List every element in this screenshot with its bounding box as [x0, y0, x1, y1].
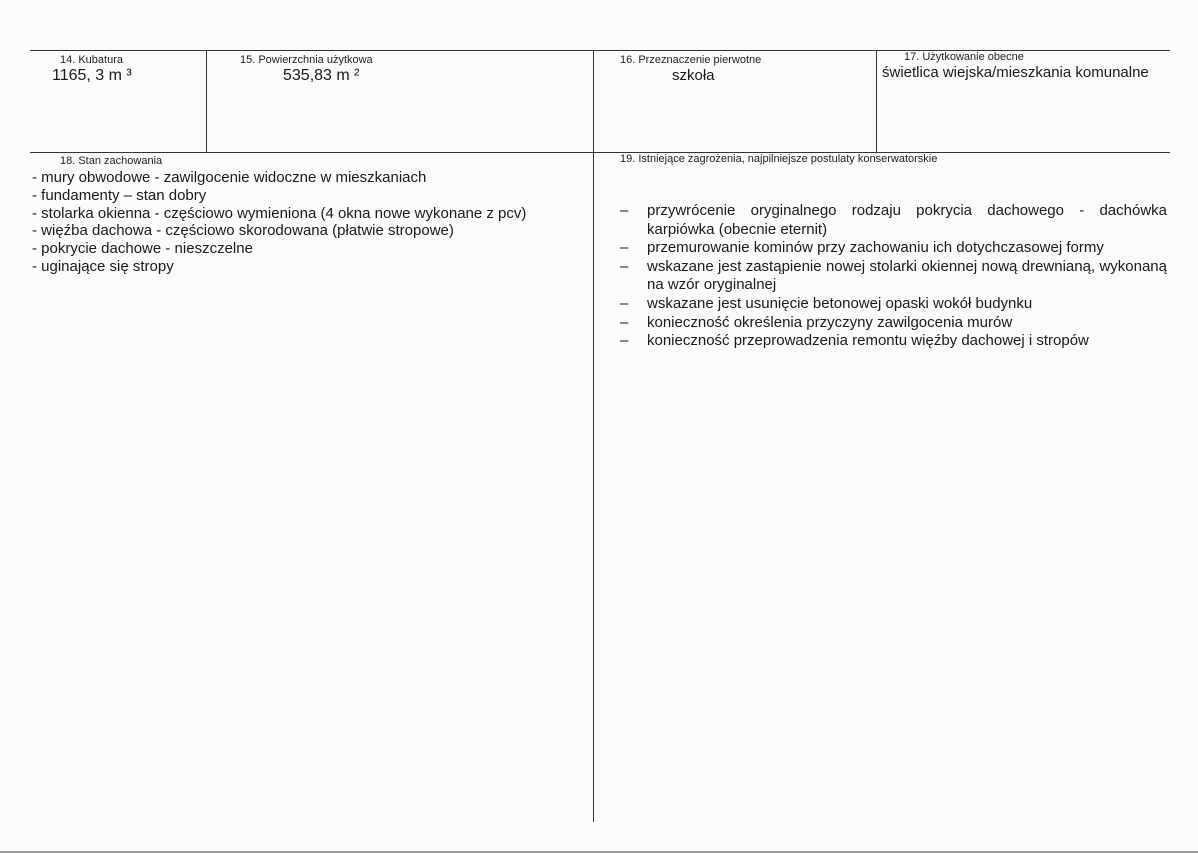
condition-item: - mury obwodowe - zawilgocenie widoczne w mieszkaniach	[32, 169, 427, 186]
condition-item: - uginające się stropy	[32, 257, 174, 275]
postulate-text: przywrócenie oryginalnego rodzaju pokrycia dachowego - dachówka karpiówka (obecnie eternit)	[647, 202, 1167, 238]
postulate-item	[620, 239, 1167, 258]
field-19-label: 19. Istniejące zagrożenia, najpilniejsze postulaty konserwatorskie	[620, 153, 938, 165]
dash-bullet: –	[620, 294, 629, 312]
field-15-label: 15. Powierzchnia użytkowa	[240, 54, 373, 66]
condition-list	[32, 169, 526, 276]
divider-14-15	[206, 50, 207, 152]
postulate-item	[620, 258, 1167, 295]
divider-16-17	[876, 50, 877, 152]
dash-bullet: –	[620, 257, 629, 275]
field-16-label: 16. Przeznaczenie pierwotne	[620, 54, 762, 66]
postulate-item	[620, 295, 1167, 314]
field-16-value: szkoła	[672, 67, 715, 84]
postulate-text: wskazane jest usunięcie betonowej opaski wokół budynku	[647, 294, 1033, 312]
dash-bullet: –	[620, 313, 629, 331]
dash-bullet: –	[620, 239, 629, 257]
condition-item: - więźba dachowa - częściowo skorodowana (płatwie stropowe)	[32, 222, 454, 240]
postulate-text: konieczność określenia przyczyny zawilgocenia murów	[647, 313, 1013, 331]
center-divider	[593, 50, 594, 822]
dash-bullet: –	[620, 332, 629, 350]
middle-rule	[30, 152, 1170, 153]
postulate-text: wskazane jest zastąpienie nowej stolarki okiennej nową drewnianą, wykonaną na wzór oryginalnej	[647, 257, 1167, 294]
field-14-value: 1165, 3 m ³	[52, 67, 132, 84]
field-17-value: świetlica wiejska/mieszkania komunalne	[882, 64, 1149, 81]
field-18-label: 18. Stan zachowania	[60, 155, 163, 167]
dash-bullet: –	[620, 202, 629, 219]
postulate-item	[620, 202, 1167, 239]
field-17-label: 17. Użytkowanie obecne	[904, 51, 1024, 63]
postulate-item	[620, 332, 1167, 351]
postulate-text: konieczność przeprowadzenia remontu więźby dachowej i stropów	[647, 332, 1089, 350]
postulate-text: przemurowanie kominów przy zachowaniu ich dotychczasowej formy	[647, 239, 1104, 257]
condition-item: - pokrycie dachowe - nieszczelne	[32, 240, 253, 258]
condition-item: - stolarka okienna - częściowo wymieniona (4 okna nowe wykonane z pcv)	[32, 204, 527, 222]
field-14-label: 14. Kubatura	[60, 54, 123, 66]
condition-item: - fundamenty – stan dobry	[32, 186, 207, 204]
postulates-list	[620, 202, 1167, 351]
postulate-item	[620, 314, 1167, 333]
field-15-value: 535,83 m ²	[283, 67, 360, 84]
